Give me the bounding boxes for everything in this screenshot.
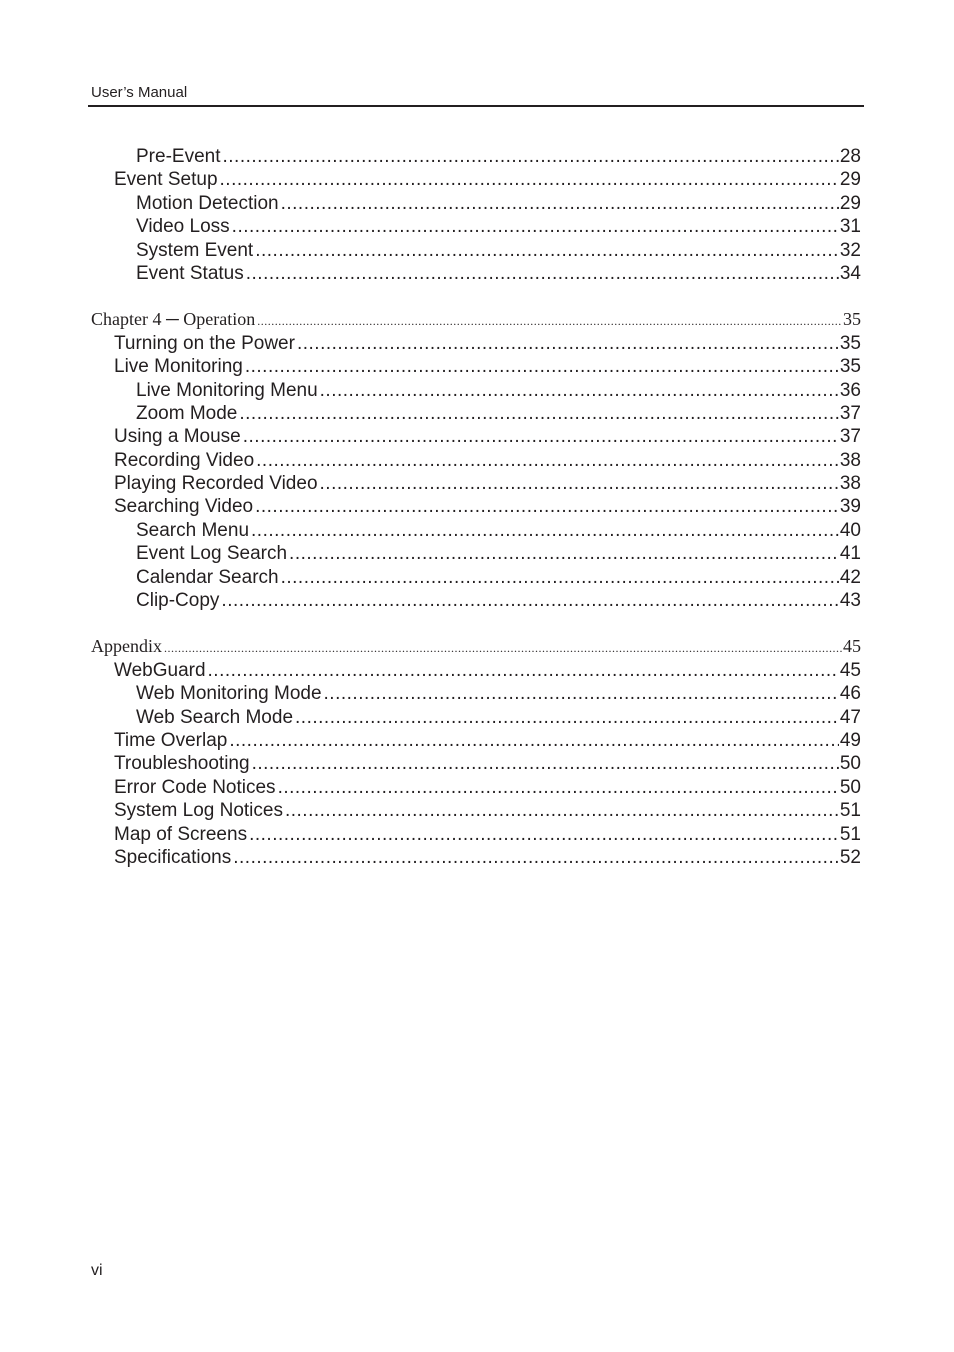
toc-entry-title: Searching Video bbox=[114, 496, 254, 518]
toc-entry-page: 29 bbox=[839, 192, 861, 214]
toc-entry-page: 39 bbox=[839, 496, 861, 518]
toc-entry[interactable] bbox=[91, 846, 861, 869]
toc-entry[interactable] bbox=[91, 472, 861, 495]
toc-entry-title: Web Monitoring Mode bbox=[136, 683, 322, 705]
toc-leader-dots bbox=[257, 310, 842, 333]
toc-entry-title: Event Setup bbox=[114, 169, 218, 191]
toc-entry-title: Search Menu bbox=[136, 519, 250, 541]
toc-entry-page: 49 bbox=[839, 729, 861, 751]
toc-leader-dots bbox=[256, 449, 839, 472]
toc-entry-page: 51 bbox=[839, 800, 861, 822]
toc-leader-dots bbox=[239, 402, 838, 425]
toc-leader-dots bbox=[164, 637, 842, 660]
toc-entry[interactable] bbox=[91, 215, 861, 238]
toc-leader-dots bbox=[324, 682, 839, 705]
toc-entry[interactable] bbox=[91, 589, 861, 612]
toc-entry-title: Specifications bbox=[114, 846, 232, 868]
toc-leader-dots bbox=[278, 776, 839, 799]
toc-entry-title: Troubleshooting bbox=[114, 753, 250, 775]
toc-entry-page: 38 bbox=[839, 473, 861, 495]
toc-leader-dots bbox=[221, 589, 838, 612]
toc-entry[interactable] bbox=[91, 752, 861, 775]
toc-entry-title: Recording Video bbox=[114, 449, 255, 471]
toc-entry-page: 38 bbox=[839, 449, 861, 471]
toc-entry[interactable] bbox=[91, 379, 861, 402]
toc-entry-page: 41 bbox=[839, 543, 861, 565]
toc-entry[interactable] bbox=[91, 706, 861, 729]
toc-entry-page: 43 bbox=[839, 590, 861, 612]
toc-entry[interactable] bbox=[91, 168, 861, 191]
toc-leader-dots bbox=[233, 846, 839, 869]
toc-leader-dots bbox=[222, 145, 838, 168]
toc-leader-dots bbox=[229, 729, 839, 752]
toc-entry[interactable] bbox=[91, 776, 861, 799]
toc-entry[interactable] bbox=[91, 355, 861, 378]
toc-chapter-appendix[interactable] bbox=[91, 635, 861, 658]
toc-leader-dots bbox=[246, 262, 839, 285]
toc-entry-page: 40 bbox=[839, 519, 861, 541]
toc-entry-page: 46 bbox=[839, 683, 861, 705]
toc-leader-dots bbox=[251, 519, 839, 542]
toc-leader-dots bbox=[289, 542, 839, 565]
toc-entry-page: 50 bbox=[839, 776, 861, 798]
toc-entry-page: 28 bbox=[839, 146, 861, 167]
toc-entry[interactable] bbox=[91, 495, 861, 518]
toc-entry[interactable] bbox=[91, 262, 861, 285]
toc-entry-title: Map of Screens bbox=[114, 823, 248, 845]
toc-chapter-operation[interactable] bbox=[91, 308, 861, 331]
toc-leader-dots bbox=[255, 239, 839, 262]
toc-leader-dots bbox=[220, 168, 839, 191]
toc-leader-dots bbox=[295, 706, 839, 729]
toc-leader-dots bbox=[297, 332, 839, 355]
toc-entry[interactable] bbox=[91, 332, 861, 355]
toc-chapter-page: 35 bbox=[843, 309, 861, 330]
toc-entry-title: WebGuard bbox=[114, 659, 206, 681]
toc-entry-title: Clip-Copy bbox=[136, 590, 220, 612]
toc-entry[interactable] bbox=[91, 402, 861, 425]
toc-entry-page: 34 bbox=[839, 262, 861, 284]
toc-entry-page: 31 bbox=[839, 216, 861, 238]
toc-entry[interactable] bbox=[91, 823, 861, 846]
toc-entry-page: 32 bbox=[839, 239, 861, 261]
toc-leader-dots bbox=[249, 823, 839, 846]
toc-leader-dots bbox=[285, 799, 839, 822]
toc-entry-title: Event Log Search bbox=[136, 543, 288, 565]
toc-leader-dots bbox=[245, 355, 839, 378]
toc-leader-dots bbox=[243, 425, 839, 448]
header-rule bbox=[88, 105, 864, 107]
toc-entry-page: 35 bbox=[839, 332, 861, 354]
toc-leader-dots bbox=[281, 566, 839, 589]
toc-entry[interactable] bbox=[91, 659, 861, 682]
toc-leader-dots bbox=[252, 752, 839, 775]
toc-entry-title: Using a Mouse bbox=[114, 426, 241, 448]
toc-entry-title: Motion Detection bbox=[136, 192, 279, 214]
toc-leader-dots bbox=[281, 192, 839, 215]
page-number: vi bbox=[91, 1262, 103, 1279]
toc-leader-dots bbox=[320, 379, 839, 402]
toc-entry-page: 52 bbox=[839, 846, 861, 868]
toc-entry[interactable] bbox=[91, 542, 861, 565]
toc-chapter-title: Appendix bbox=[91, 636, 162, 657]
toc-leader-dots bbox=[255, 495, 839, 518]
toc-entry-page: 35 bbox=[839, 356, 861, 378]
toc-entry-title: Turning on the Power bbox=[114, 332, 295, 354]
toc-entry-page: 50 bbox=[839, 753, 861, 775]
toc-entry[interactable] bbox=[91, 566, 861, 589]
toc-entry-title: Time Overlap bbox=[114, 729, 228, 751]
toc-entry-title: Playing Recorded Video bbox=[114, 473, 318, 495]
toc-entry[interactable] bbox=[91, 145, 861, 168]
toc-entry-page: 45 bbox=[839, 659, 861, 681]
toc-entry-title: Live Monitoring Menu bbox=[136, 379, 318, 401]
toc-entry-title: Web Search Mode bbox=[136, 706, 294, 728]
toc-entry[interactable] bbox=[91, 729, 861, 752]
toc-entry[interactable] bbox=[91, 519, 861, 542]
toc-leader-dots bbox=[320, 472, 839, 495]
toc-entry-page: 37 bbox=[839, 426, 861, 448]
toc-entry-page: 37 bbox=[839, 402, 861, 424]
running-header: User’s Manual bbox=[91, 84, 188, 101]
toc-entry-title: Live Monitoring bbox=[114, 356, 243, 378]
toc-entry[interactable] bbox=[91, 799, 861, 822]
toc-entry-page: 47 bbox=[839, 706, 861, 728]
toc-entry[interactable] bbox=[91, 239, 861, 262]
toc-leader-dots bbox=[208, 659, 839, 682]
toc-entry[interactable] bbox=[91, 425, 861, 448]
toc-entry-page: 51 bbox=[839, 823, 861, 845]
toc-entry-title: Pre-Event bbox=[136, 146, 221, 167]
toc-entry-title: Video Loss bbox=[136, 216, 230, 238]
toc-entry-page: 36 bbox=[839, 379, 861, 401]
toc-entry[interactable] bbox=[91, 192, 861, 215]
table-of-contents bbox=[91, 145, 861, 869]
toc-entry-title: System Log Notices bbox=[114, 800, 283, 822]
toc-entry-title: Error Code Notices bbox=[114, 776, 276, 798]
toc-chapter-page: 45 bbox=[843, 636, 861, 657]
toc-entry-page: 29 bbox=[839, 169, 861, 191]
toc-entry-title: Event Status bbox=[136, 262, 244, 284]
toc-entry-title: Zoom Mode bbox=[136, 402, 238, 424]
toc-entry-title: Calendar Search bbox=[136, 566, 279, 588]
toc-chapter-title: Chapter 4 ─ Operation bbox=[91, 309, 256, 330]
toc-entry-title: System Event bbox=[136, 239, 254, 261]
toc-entry[interactable] bbox=[91, 449, 861, 472]
toc-entry-page: 42 bbox=[839, 566, 861, 588]
toc-leader-dots bbox=[232, 215, 839, 238]
toc-entry[interactable] bbox=[91, 682, 861, 705]
